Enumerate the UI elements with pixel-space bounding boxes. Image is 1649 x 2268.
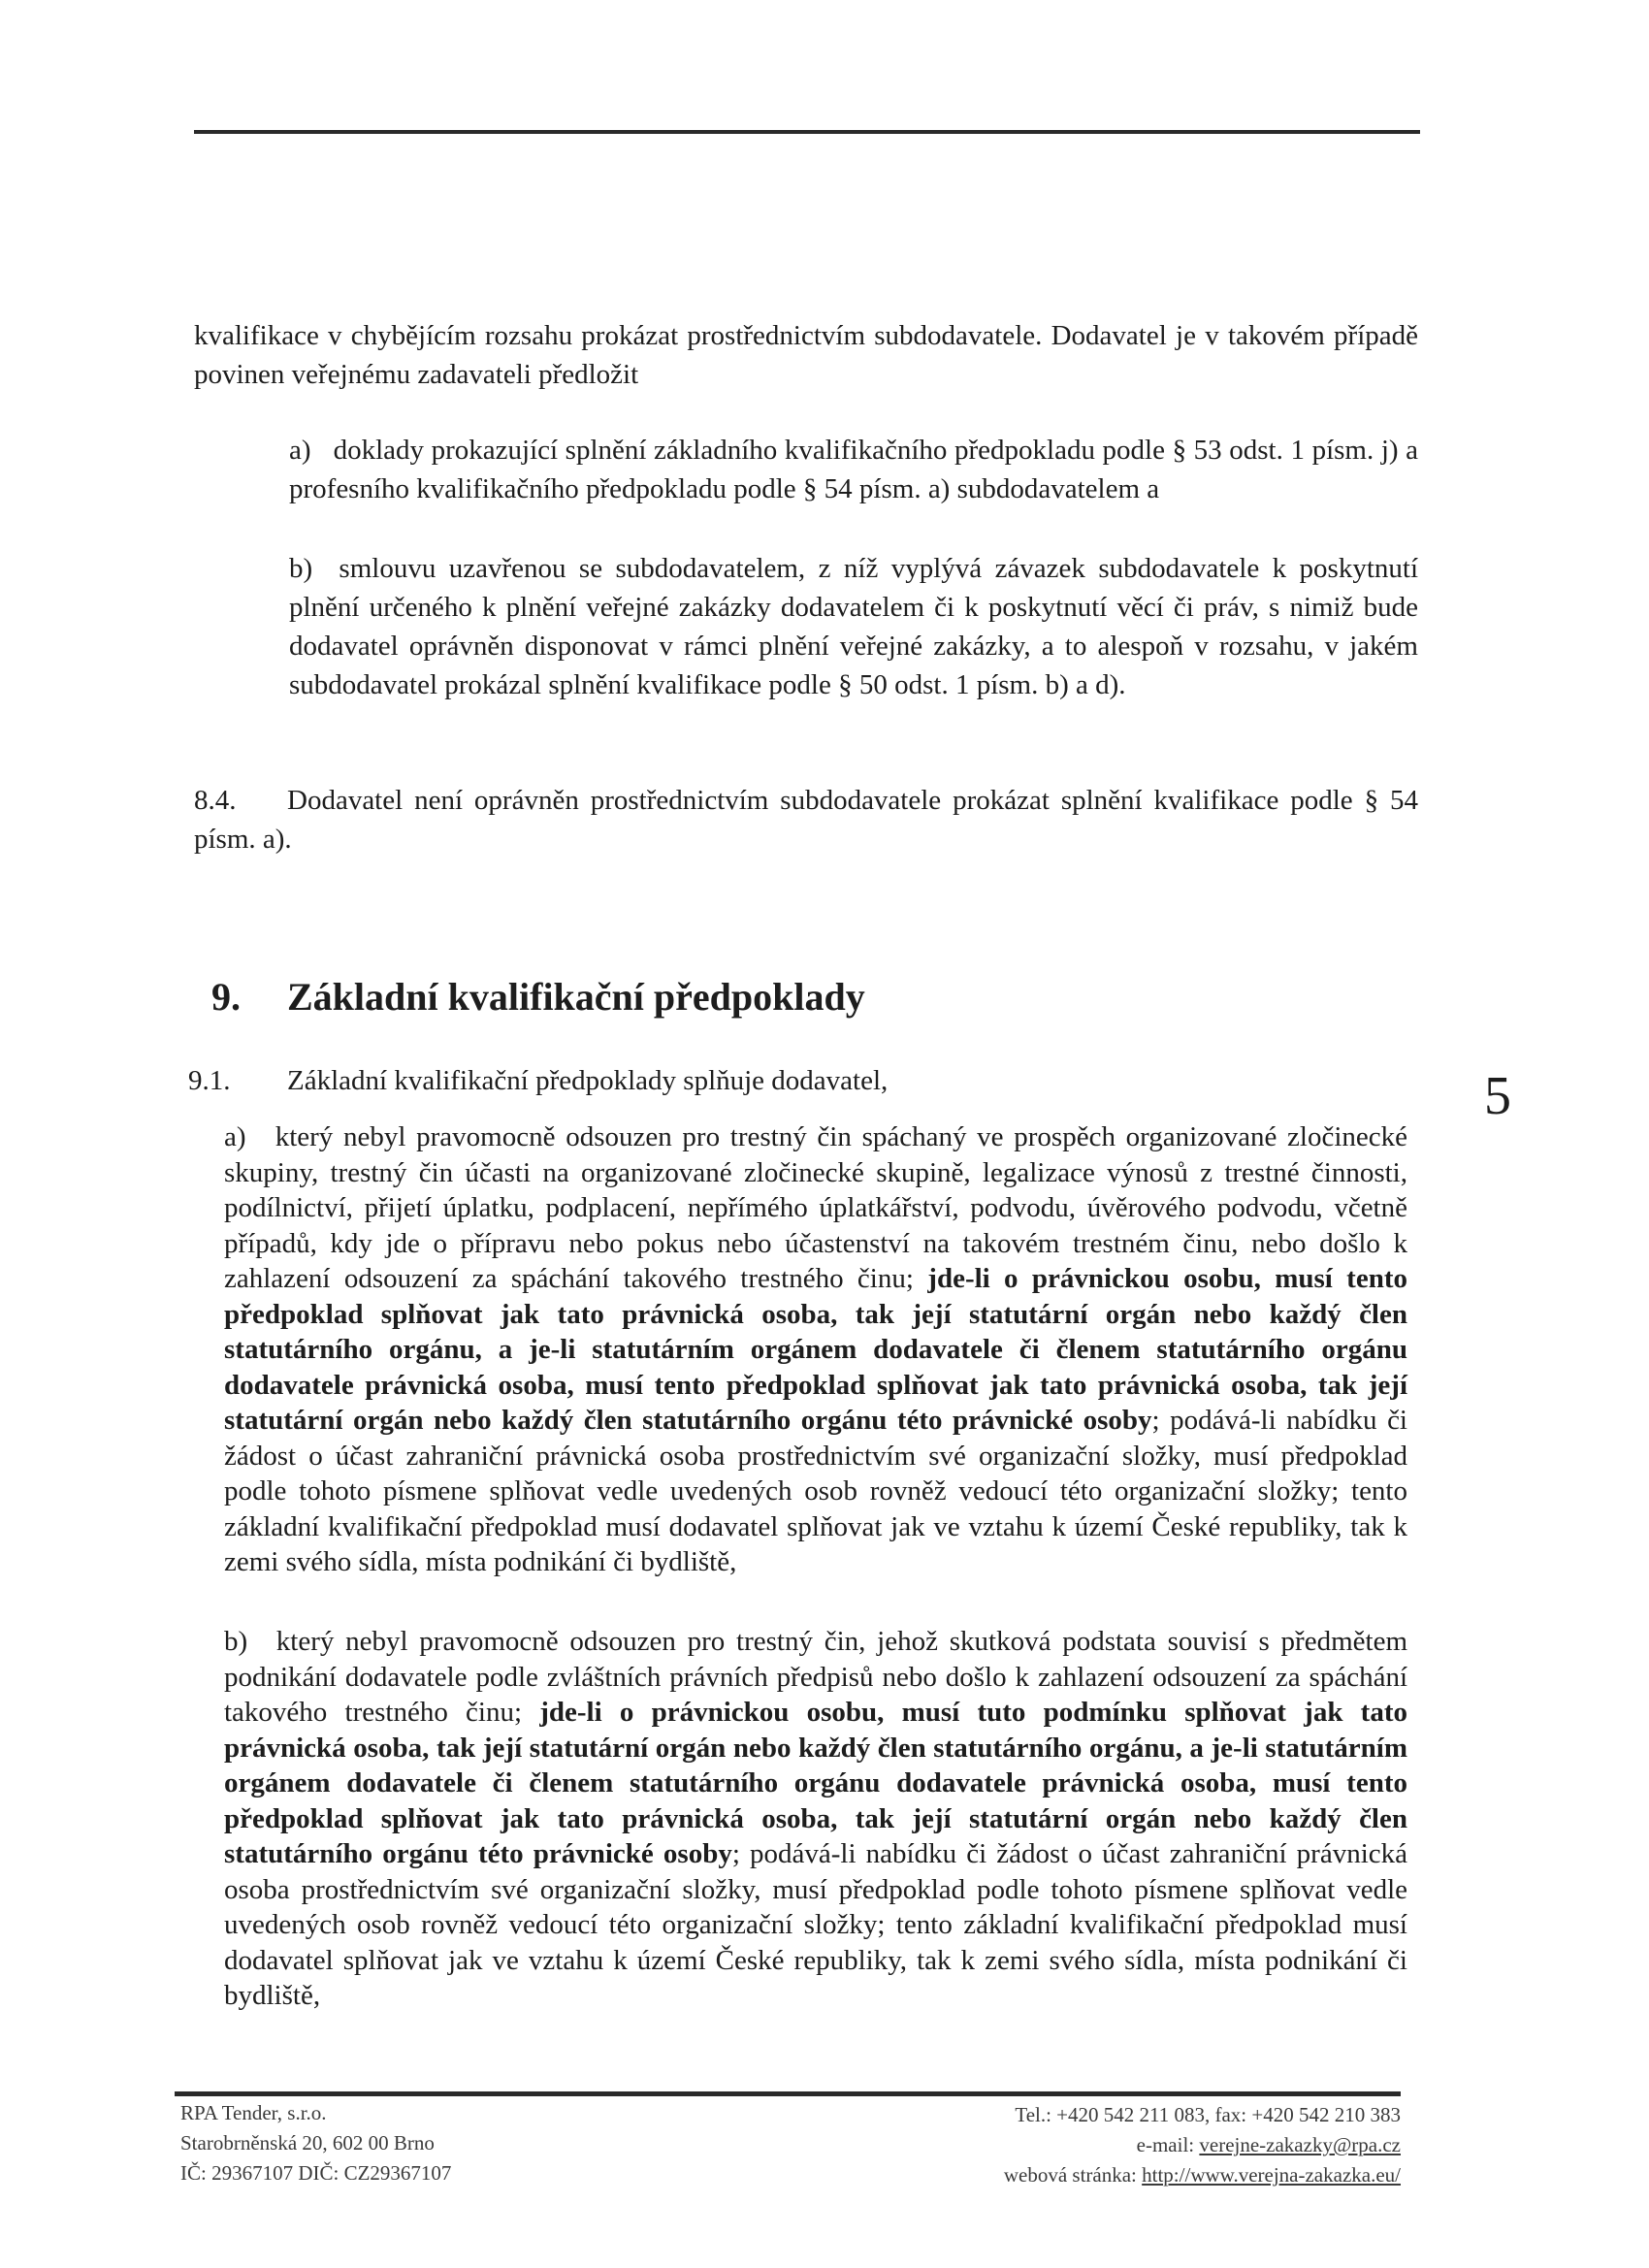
paragraph-8-4 — [194, 781, 1418, 859]
footer-web-label: webová stránka: — [1003, 2163, 1143, 2187]
footer-contact-block — [815, 2100, 1401, 2190]
footer-email-label: e-mail: — [1136, 2133, 1200, 2156]
list-label: b) — [289, 553, 313, 584]
footer-email-line — [815, 2130, 1401, 2160]
item-text: který nebyl pravomocně odsouzen pro trestný čin, jehož skutková podstata souvisí s předmětem podnikání dodavatele podle zvláštních právních předpisů nebo došlo k zahlazení odsouzení za spáchání takového trestného činu; — [224, 1626, 1408, 1728]
list-item-8-a — [289, 431, 1418, 508]
list-item-8-b — [289, 549, 1418, 704]
list-label: a) — [289, 435, 311, 466]
footer-company-ids: IČ: 29367107 DIČ: CZ29367107 — [180, 2161, 452, 2185]
item-bold-text: jde-li o právnickou osobu, musí tuto podmínku splňovat jak tato právnická osoba, tak její statutární orgán nebo každý člen statutárního orgánu, a je-li statutárním orgánem dodavatele či členem statutárního orgánu dodavatele právnická osoba, musí tento předpoklad splňovat jak tato právnická osoba, tak její statutární orgán nebo každý člen statutárního orgánu této právnické osoby — [224, 1697, 1407, 1869]
item-label: b) — [224, 1626, 248, 1657]
list-text: doklady prokazující splnění základního kvalifikačního předpokladu podle § 53 odst. 1 písm. j) a profesního kvalifikačního předpokladu podle § 54 písm. a) subdodavatelem a — [289, 435, 1419, 504]
footer-web-line — [815, 2160, 1401, 2190]
footer-company-block — [180, 2098, 451, 2188]
paragraph-number: 8.4. — [194, 785, 237, 816]
paragraph-text: Základní kvalifikační předpoklady splňuje dodavatel, — [287, 1065, 889, 1096]
footer-rule — [175, 2091, 1401, 2096]
item-label: a) — [224, 1121, 246, 1152]
item-9-1-b — [224, 1624, 1407, 2014]
footer-web-link[interactable]: http://www.verejna-zakazka.eu/ — [1142, 2163, 1401, 2187]
section-heading-9 — [211, 974, 865, 1020]
page-number: 5 — [1484, 1066, 1511, 1126]
section-number: 9. — [211, 975, 241, 1019]
item-text-continued: ; podává-li nabídku či žádost o účast zahraniční právnická osoba prostřednictvím své organizační složky, musí předpoklad podle tohoto písmene splňovat vedle uvedených osob rovněž vedoucí této organizační složky; tento základní kvalifikační předpoklad musí dodavatel splňovat jak ve vztahu k území České republiky, tak k zemi svého sídla, místa podnikání či bydliště, — [224, 1405, 1407, 1577]
footer-email-link[interactable]: verejne-zakazky@rpa.cz — [1199, 2133, 1401, 2156]
header-rule — [194, 130, 1420, 134]
item-text: který nebyl pravomocně odsouzen pro trestný čin spáchaný ve prospěch organizované zločinecké skupiny, trestný čin účasti na organizované zločinecké skupině, legalizace výnosů z trestné činnosti, podílnictví, přijetí úplatku, podplacení, nepřímého úplatkářství, podvodu, úvěrového podvodu, včetně případů, kdy jde o přípravu nebo pokus nebo účastenství na takovém trestném činu, nebo došlo k zahlazení odsouzení za spáchání takového trestného činu; — [224, 1121, 1408, 1294]
footer-company-name: RPA Tender, s.r.o. — [180, 2101, 327, 2124]
paragraph-number: 9.1. — [188, 1065, 231, 1096]
item-text-continued: ; podává-li nabídku či žádost o účast zahraniční právnická osoba prostřednictvím své organizační složky, musí předpoklad podle tohoto písmene splňovat vedle uvedených osob rovněž vedoucí této organizační složky; tento základní kvalifikační předpoklad musí dodavatel splňovat jak ve vztahu k území České republiky, tak k zemi svého sídla, místa podnikání či bydliště, — [224, 1838, 1407, 2011]
paragraph-text: Dodavatel není oprávněn prostřednictvím subdodavatele prokázat splnění kvalifikace podle § 54 písm. a). — [194, 785, 1418, 855]
continuation-paragraph: kvalifikace v chybějícím rozsahu prokázat prostřednictvím subdodavatele. Dodavatel je v takovém případě povinen veřejnému zadavateli předložit — [194, 320, 1418, 390]
section-title: Základní kvalifikační předpoklady — [287, 975, 865, 1019]
item-9-1-a — [224, 1119, 1407, 1580]
item-bold-text: jde-li o právnickou osobu, musí tento předpoklad splňovat jak tato právnická osoba, tak její statutární orgán nebo každý člen statutárního orgánu, a je-li statutárním orgánem dodavatele či členem statutárního orgánu dodavatele právnická osoba, musí tento předpoklad splňovat jak tato právnická osoba, tak její statutární orgán nebo každý člen statutárního orgánu této právnické osoby — [224, 1263, 1407, 1436]
list-text: smlouvu uzavřenou se subdodavatelem, z níž vyplývá závazek subdodavatele k poskytnutí plnění určeného k plnění veřejné zakázky dodavatelem či k poskytnutí věcí či práv, s nimiž bude dodavatel oprávněn disponovat v rámci plnění veřejné zakázky, a to alespoň v rozsahu, v jakém subdodavatel prokázal splnění kvalifikace podle § 50 odst. 1 písm. b) a d). — [289, 553, 1419, 700]
footer-address: Starobrněnská 20, 602 00 Brno — [180, 2131, 435, 2155]
footer-phone: Tel.: +420 542 211 083, fax: +420 542 210 383 — [1015, 2103, 1401, 2126]
paragraph-9-1 — [188, 1061, 1412, 1100]
